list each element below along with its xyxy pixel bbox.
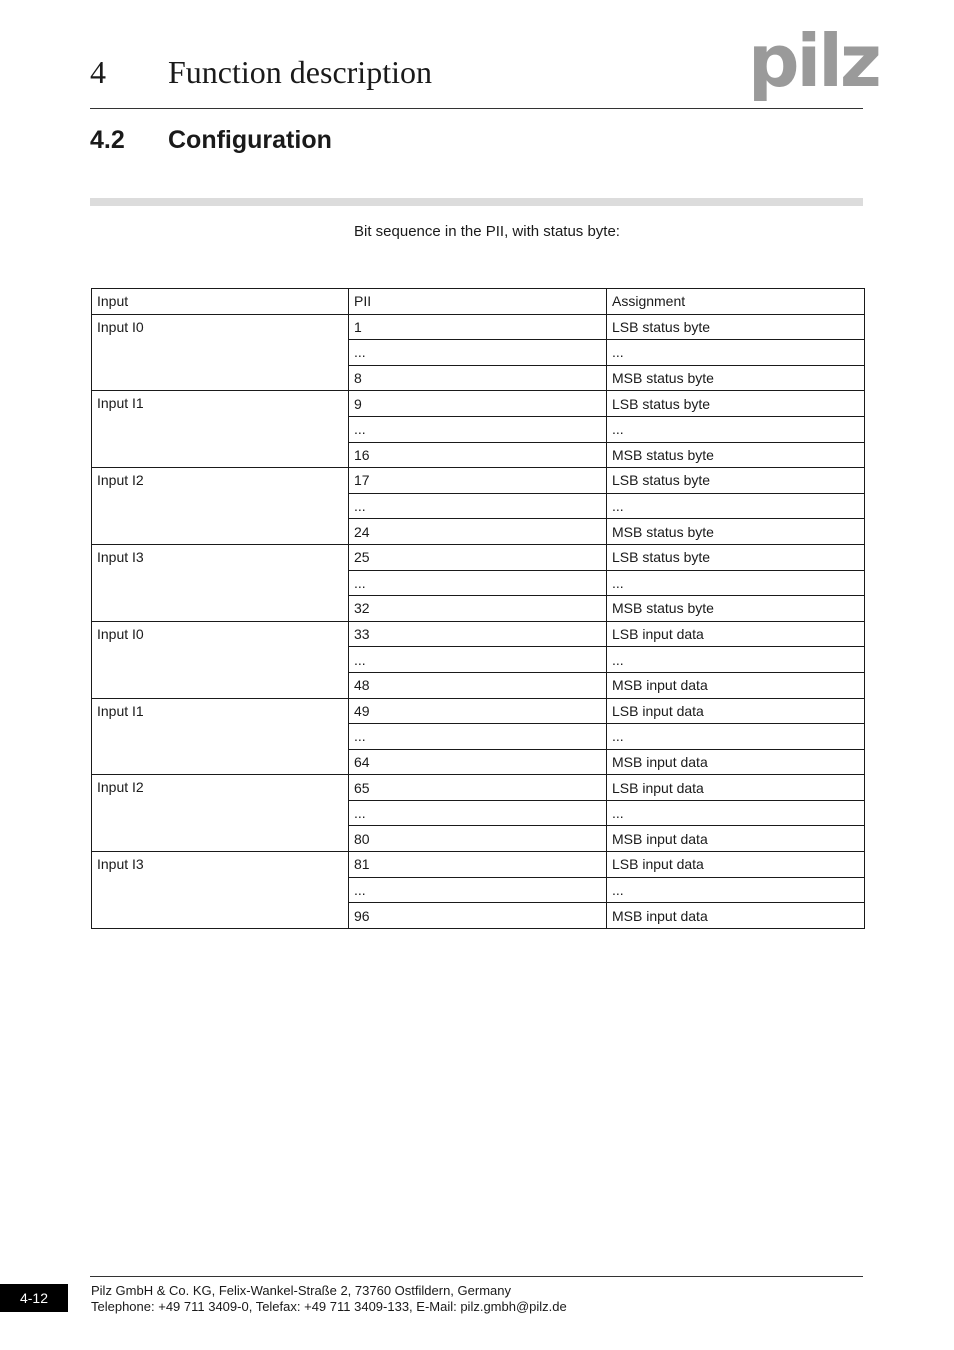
input-cell: Input I3 <box>92 544 349 621</box>
assignment-cell: ... <box>607 877 865 903</box>
page-number: 4-12 <box>0 1284 68 1312</box>
assignment-cell: ... <box>607 647 865 673</box>
chapter-number: 4 <box>90 54 106 90</box>
assignment-cell: MSB status byte <box>607 596 865 622</box>
section-title: Configuration <box>168 126 332 154</box>
header-input: Input <box>92 289 349 315</box>
pii-cell: ... <box>349 877 607 903</box>
pii-cell: 96 <box>349 903 607 929</box>
section-number: 4.2 <box>90 126 125 154</box>
table-header-row <box>92 289 865 315</box>
assignment-cell: LSB input data <box>607 852 865 878</box>
table-caption: Bit sequence in the PII, with status byte: <box>354 223 620 240</box>
pii-cell: 9 <box>349 391 607 417</box>
table-row <box>92 468 865 494</box>
pii-cell: ... <box>349 340 607 366</box>
input-cell: Input I0 <box>92 314 349 391</box>
pii-cell: 49 <box>349 698 607 724</box>
table-row <box>92 698 865 724</box>
header-pii: PII <box>349 289 607 315</box>
assignment-cell: LSB status byte <box>607 391 865 417</box>
assignment-cell: LSB input data <box>607 698 865 724</box>
pii-cell: 32 <box>349 596 607 622</box>
assignment-cell: ... <box>607 416 865 442</box>
assignment-cell: ... <box>607 724 865 750</box>
pii-cell: 17 <box>349 468 607 494</box>
pii-cell: ... <box>349 647 607 673</box>
chapter-title: Function description <box>168 54 432 90</box>
input-cell: Input I1 <box>92 698 349 775</box>
section-bar <box>90 198 863 206</box>
pii-cell: ... <box>349 493 607 519</box>
pii-cell: ... <box>349 724 607 750</box>
pii-cell: 1 <box>349 314 607 340</box>
assignment-cell: LSB status byte <box>607 544 865 570</box>
assignment-cell: MSB input data <box>607 826 865 852</box>
assignment-cell: LSB input data <box>607 775 865 801</box>
assignment-cell: MSB status byte <box>607 519 865 545</box>
pii-cell: ... <box>349 800 607 826</box>
table-row <box>92 544 865 570</box>
assignment-cell: MSB input data <box>607 749 865 775</box>
pii-cell: ... <box>349 570 607 596</box>
pii-cell: ... <box>349 416 607 442</box>
pii-cell: 16 <box>349 442 607 468</box>
header-assignment: Assignment <box>607 289 865 315</box>
input-cell: Input I2 <box>92 775 349 852</box>
assignment-cell: MSB status byte <box>607 365 865 391</box>
input-cell: Input I0 <box>92 621 349 698</box>
input-cell: Input I2 <box>92 468 349 545</box>
assignment-cell: ... <box>607 340 865 366</box>
header-divider <box>90 108 863 109</box>
bit-sequence-table <box>91 288 865 929</box>
assignment-cell: ... <box>607 570 865 596</box>
assignment-cell: ... <box>607 800 865 826</box>
pii-cell: 48 <box>349 672 607 698</box>
pilz-logo: pilz <box>748 19 879 103</box>
table-row <box>92 852 865 878</box>
input-cell: Input I1 <box>92 391 349 468</box>
assignment-cell: MSB input data <box>607 903 865 929</box>
pii-cell: 64 <box>349 749 607 775</box>
assignment-cell: ... <box>607 493 865 519</box>
table-body <box>92 289 865 929</box>
table-row <box>92 775 865 801</box>
pii-cell: 80 <box>349 826 607 852</box>
footer-divider <box>90 1276 863 1277</box>
assignment-cell: MSB status byte <box>607 442 865 468</box>
input-cell: Input I3 <box>92 852 349 929</box>
table-row <box>92 621 865 647</box>
table-row <box>92 314 865 340</box>
footer-contact: Telephone: +49 711 3409-0, Telefax: +49 711 3409-133, E-Mail: pilz.gmbh@pilz.de <box>91 1299 567 1314</box>
table-row <box>92 391 865 417</box>
pii-cell: 8 <box>349 365 607 391</box>
footer-address: Pilz GmbH & Co. KG, Felix-Wankel-Straße 2, 73760 Ostfildern, Germany <box>91 1283 511 1298</box>
pii-cell: 25 <box>349 544 607 570</box>
pii-cell: 33 <box>349 621 607 647</box>
pii-cell: 24 <box>349 519 607 545</box>
pii-cell: 81 <box>349 852 607 878</box>
assignment-cell: LSB status byte <box>607 314 865 340</box>
assignment-cell: LSB input data <box>607 621 865 647</box>
assignment-cell: MSB input data <box>607 672 865 698</box>
pii-cell: 65 <box>349 775 607 801</box>
assignment-cell: LSB status byte <box>607 468 865 494</box>
